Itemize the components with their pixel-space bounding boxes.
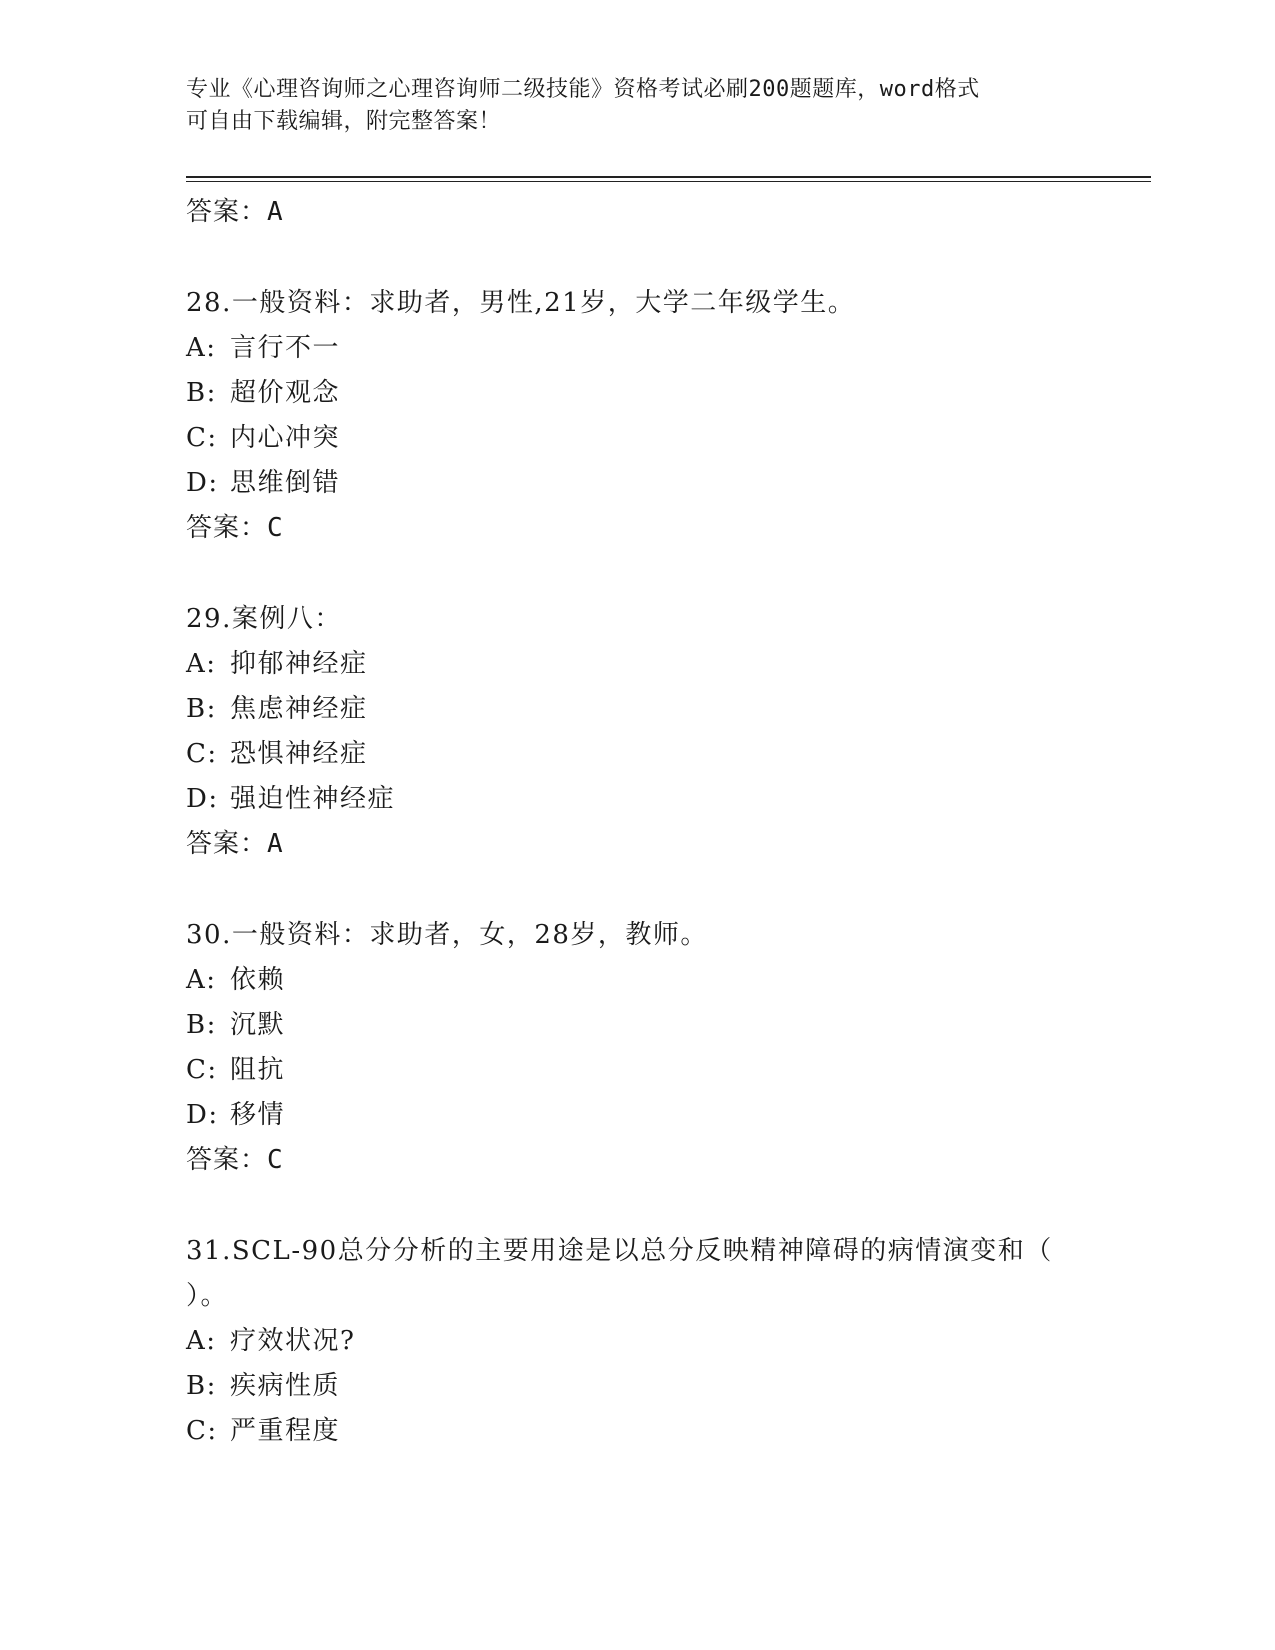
option-key: A: [186,333,217,363]
header-divider-thick [186,176,1151,178]
option-key: A: [186,1326,217,1356]
answer-label: 答案： [186,197,268,227]
option-d [186,777,1086,822]
option-key: D: [186,1100,219,1130]
option-key: D: [186,468,219,498]
question-stem-line-1: 31.SCL-90总分分析的主要用途是以总分反映精神障碍的病情演变和（ [186,1236,1053,1266]
option-c [186,732,1086,777]
option-a [186,326,1086,371]
question-stem-line-2: ）。 [186,1281,229,1311]
option-key: C: [186,1416,218,1446]
option-d [186,461,1086,506]
option-c [186,1048,1086,1093]
option-text: 疗效状况? [230,1326,356,1356]
option-text: 抑郁神经症 [230,649,368,679]
option-text: 沉默 [230,1010,286,1040]
option-key: B: [186,1010,217,1040]
option-c [186,1409,1086,1454]
option-text: 内心冲突 [230,423,341,453]
option-key: B: [186,694,217,724]
option-text: 思维倒错 [230,468,341,498]
answer-line [186,1138,1086,1183]
question-item [186,281,1086,551]
answer-label: 答案： [186,1145,268,1175]
option-b [186,1364,1086,1409]
option-a [186,642,1086,687]
option-text: 阻抗 [230,1055,286,1085]
header-line-1: 专业《心理咨询师之心理咨询师二级技能》资格考试必刷200题题库，word格式 [186,77,980,102]
option-key: C: [186,739,218,769]
option-text: 疾病性质 [230,1371,341,1401]
header-line-2: 可自由下载编辑，附完整答案！ [186,109,502,134]
answer-label: 答案： [186,829,268,859]
option-key: D: [186,784,219,814]
document-header [186,74,1066,138]
option-a [186,1319,1086,1364]
option-b [186,687,1086,732]
option-b [186,1003,1086,1048]
option-c [186,416,1086,461]
question-item [186,913,1086,1183]
option-text: 严重程度 [230,1416,341,1446]
option-text: 移情 [230,1100,286,1130]
answer-line [186,506,1086,551]
option-text: 言行不一 [230,333,341,363]
option-key: A: [186,649,217,679]
option-key: B: [186,1371,217,1401]
answer-label: 答案： [186,513,268,543]
answer-value: A [267,197,284,227]
header-divider-thin [186,181,1151,182]
option-key: C: [186,1055,218,1085]
option-text: 超价观念 [230,378,341,408]
question-list [186,190,1086,1454]
answer-line [186,190,1086,235]
option-text: 依赖 [230,965,286,995]
option-b [186,371,1086,416]
answer-value: C [267,1145,284,1175]
question-stem: 30.一般资料：求助者，女，28岁，教师。 [186,920,708,950]
question-stem: 29.案例八： [186,604,342,634]
option-text: 焦虑神经症 [230,694,368,724]
option-d [186,1093,1086,1138]
question-item [186,1229,1086,1454]
answer-line [186,822,1086,867]
answer-value: C [267,513,284,543]
question-stem: 28.一般资料：求助者，男性,21岁，大学二年级学生。 [186,288,856,318]
option-key: C: [186,423,218,453]
option-key: B: [186,378,217,408]
option-a [186,958,1086,1003]
option-key: A: [186,965,217,995]
option-text: 强迫性神经症 [230,784,396,814]
question-item [186,597,1086,867]
option-text: 恐惧神经症 [230,739,368,769]
answer-value: A [267,829,284,859]
